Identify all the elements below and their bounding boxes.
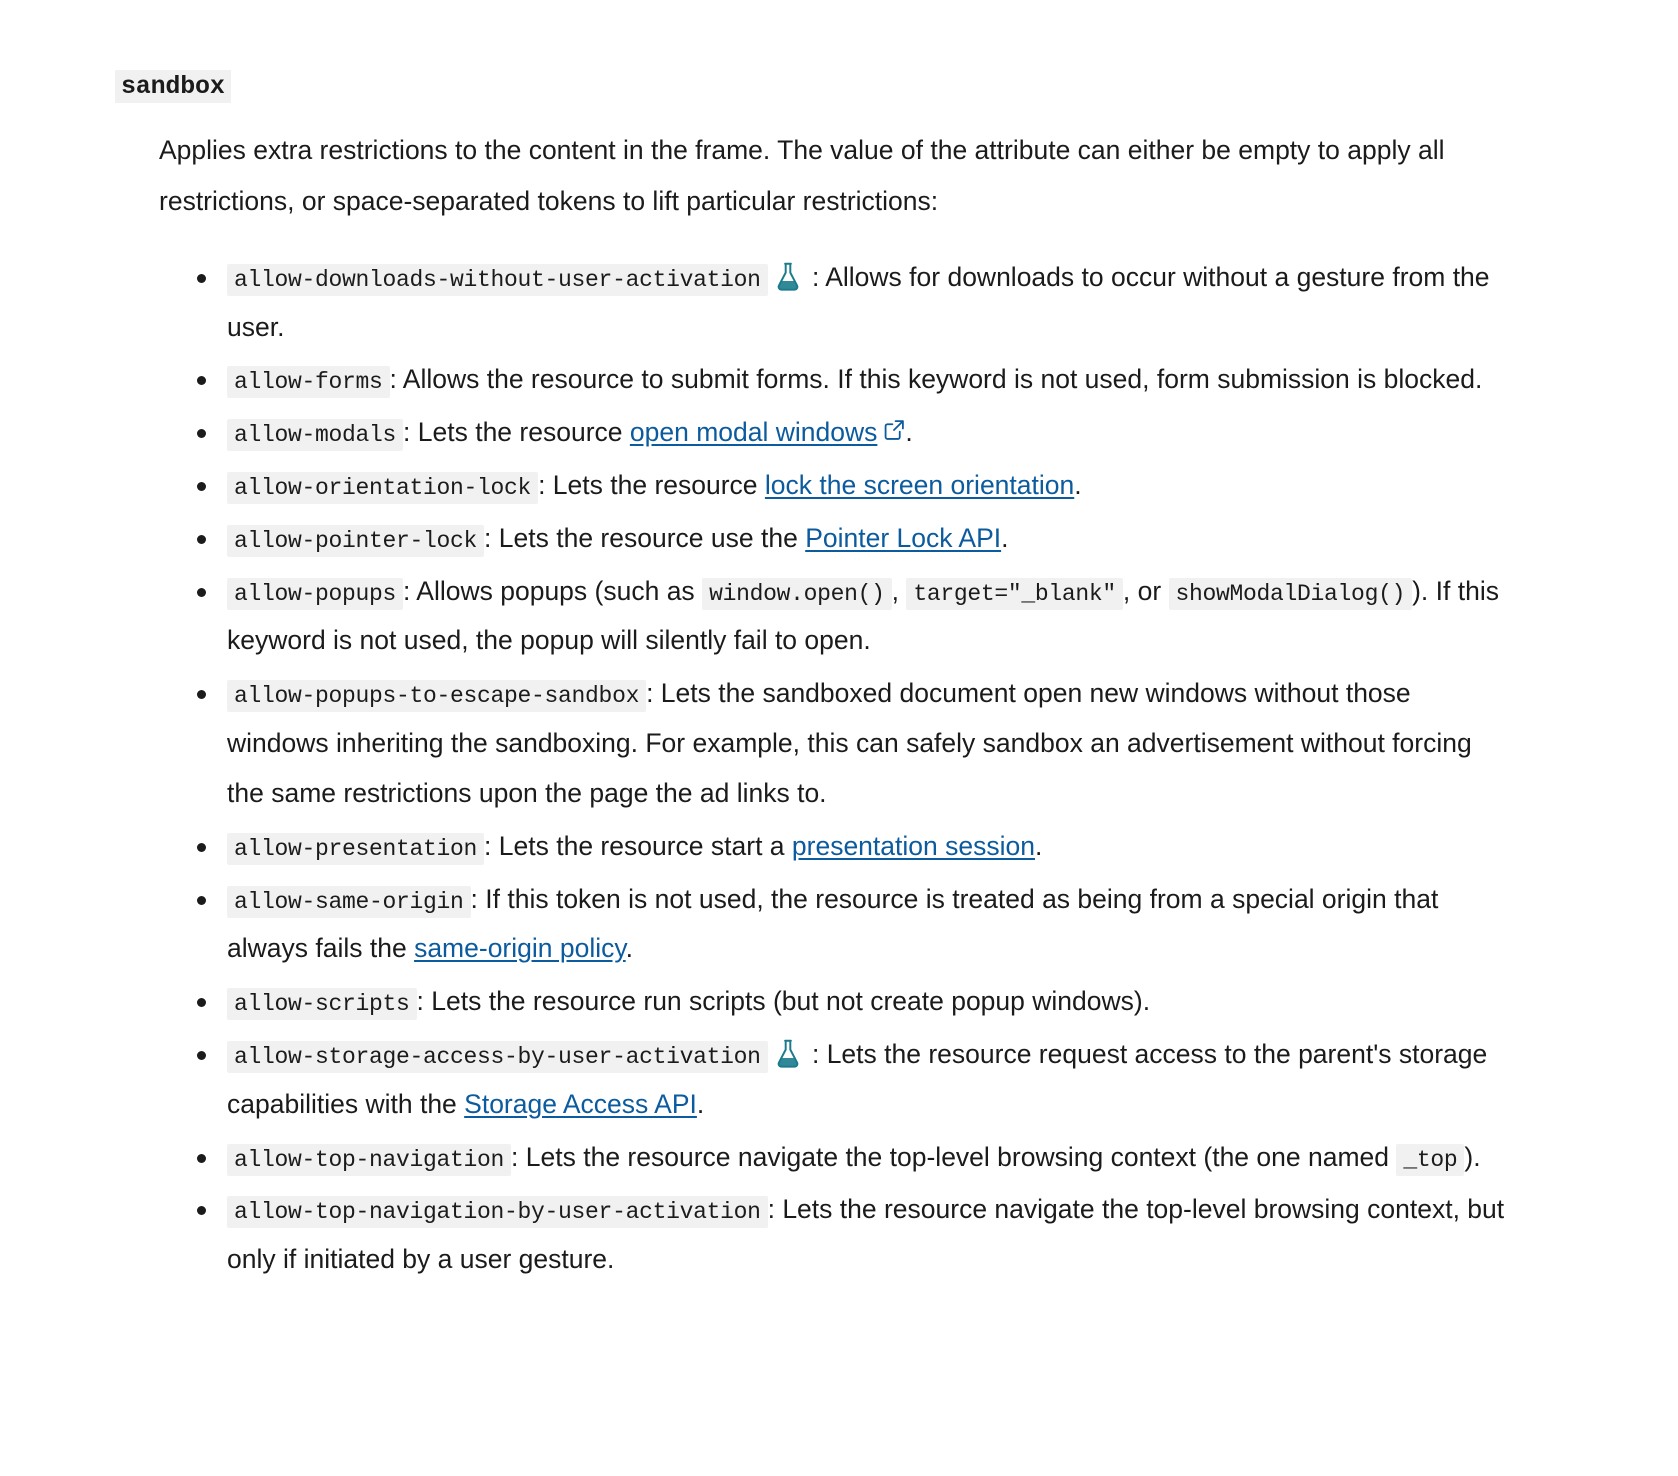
sandbox-token-item [227, 567, 1507, 667]
external-link-icon [884, 419, 905, 440]
doc-link-label: same-origin policy [414, 933, 626, 964]
token-description-text: . [905, 417, 913, 448]
token-description-text: : Lets the resource navigate the top-level browsing context (the one named [511, 1141, 1397, 1172]
token-keyword: allow-downloads-without-user-activation [227, 264, 768, 296]
inline-code: target="_blank" [906, 578, 1123, 610]
doc-link-label: Storage Access API [464, 1088, 697, 1119]
sandbox-token-item [227, 514, 1507, 564]
doc-link[interactable] [805, 523, 1001, 553]
token-description-text: : Allows popups (such as [403, 575, 703, 606]
attribute-name: sandbox [115, 70, 231, 103]
token-description-text: . [1034, 830, 1043, 861]
token-description-text: ). [1464, 1141, 1481, 1172]
sandbox-token-item [227, 977, 1507, 1027]
token-keyword: allow-popups [227, 578, 403, 610]
sandbox-token-list [159, 253, 1598, 1285]
doc-link[interactable] [792, 831, 1035, 861]
token-description-text: , [891, 575, 907, 606]
sandbox-token-item [227, 461, 1507, 511]
token-description-text: : Lets the resource navigate the top-level browsing context, but only if initiated by a user gesture. [227, 1194, 1505, 1275]
sandbox-token-item [227, 355, 1507, 405]
token-keyword: allow-popups-to-escape-sandbox [227, 680, 646, 712]
experimental-badge [768, 1039, 805, 1069]
doc-link[interactable] [414, 933, 626, 963]
token-description-text: : Lets the resource [403, 417, 630, 448]
sandbox-token-item [227, 253, 1507, 353]
inline-code: showModalDialog() [1169, 578, 1413, 610]
sandbox-token-item [227, 408, 1507, 458]
token-description-text: : Lets the resource start a [484, 830, 792, 861]
token-keyword: allow-top-navigation-by-user-activation [227, 1196, 768, 1228]
token-description-text: . [1074, 470, 1082, 500]
doc-link-label: open modal windows [629, 417, 878, 448]
external-link-indicator [877, 417, 905, 447]
attribute-term [115, 70, 1598, 103]
doc-link-label: Pointer Lock API [805, 522, 1002, 553]
token-description-text: : Allows the resource to submit forms. If this keyword is not used, form submission is blocked. [389, 364, 1483, 395]
inline-code: window.open() [702, 578, 892, 610]
doc-link[interactable] [765, 470, 1074, 500]
token-keyword: allow-pointer-lock [227, 525, 484, 557]
doc-link-label: lock the screen orientation [764, 470, 1075, 500]
flask-icon [774, 1039, 802, 1069]
sandbox-token-item [227, 669, 1507, 818]
token-keyword: allow-same-origin [227, 886, 471, 918]
token-keyword: allow-orientation-lock [227, 472, 538, 504]
sandbox-token-item [227, 1185, 1507, 1285]
token-description-text: : Lets the resource request access to the parent's storage capabilities with the [227, 1038, 1488, 1119]
token-keyword: allow-scripts [227, 988, 417, 1020]
token-description-text: . [1001, 522, 1009, 553]
token-keyword: allow-presentation [227, 833, 484, 865]
sandbox-token-item [227, 1030, 1507, 1130]
token-description-text: : Lets the sandboxed document open new windows without those windows inheriting the sandboxing. For example, this can safely sandbox an advertisement without forcing the same restrictions upon the page the ad links to. [227, 678, 1472, 808]
token-keyword: allow-storage-access-by-user-activation [227, 1041, 768, 1073]
token-description-text: : Allows for downloads to occur without a gesture from the user. [227, 261, 1490, 342]
attribute-definition [159, 125, 1598, 1285]
flask-icon [774, 262, 802, 292]
sandbox-token-item [227, 1133, 1507, 1183]
experimental-badge [768, 262, 805, 292]
doc-link[interactable] [630, 417, 877, 447]
token-keyword: allow-top-navigation [227, 1144, 511, 1176]
doc-link[interactable] [464, 1089, 697, 1119]
doc-link-label: presentation session [791, 830, 1035, 861]
token-description-text: : If this token is not used, the resource is treated as being from a special origin that always fails the [227, 883, 1439, 964]
attribute-description: Applies extra restrictions to the content in the frame. The value of the attribute can either be empty to apply all restrictions, or space-separated tokens to lift particular restrictions: [159, 135, 1445, 216]
token-description-text: : Lets the resource [538, 470, 765, 500]
sandbox-token-item [227, 822, 1507, 872]
sandbox-token-item [227, 875, 1507, 975]
inline-code: _top [1396, 1144, 1464, 1176]
token-keyword: allow-forms [227, 366, 390, 398]
token-description-text: . [696, 1088, 705, 1119]
token-keyword: allow-modals [227, 419, 403, 451]
token-description-text: : Lets the resource use the [484, 522, 806, 553]
token-description-text: ). If this keyword is not used, the popup will silently fail to open. [227, 575, 1499, 656]
token-description-text: : Lets the resource run scripts (but not create popup windows). [416, 986, 1151, 1017]
token-description-text: , or [1122, 575, 1169, 606]
token-description-text: . [625, 933, 634, 964]
